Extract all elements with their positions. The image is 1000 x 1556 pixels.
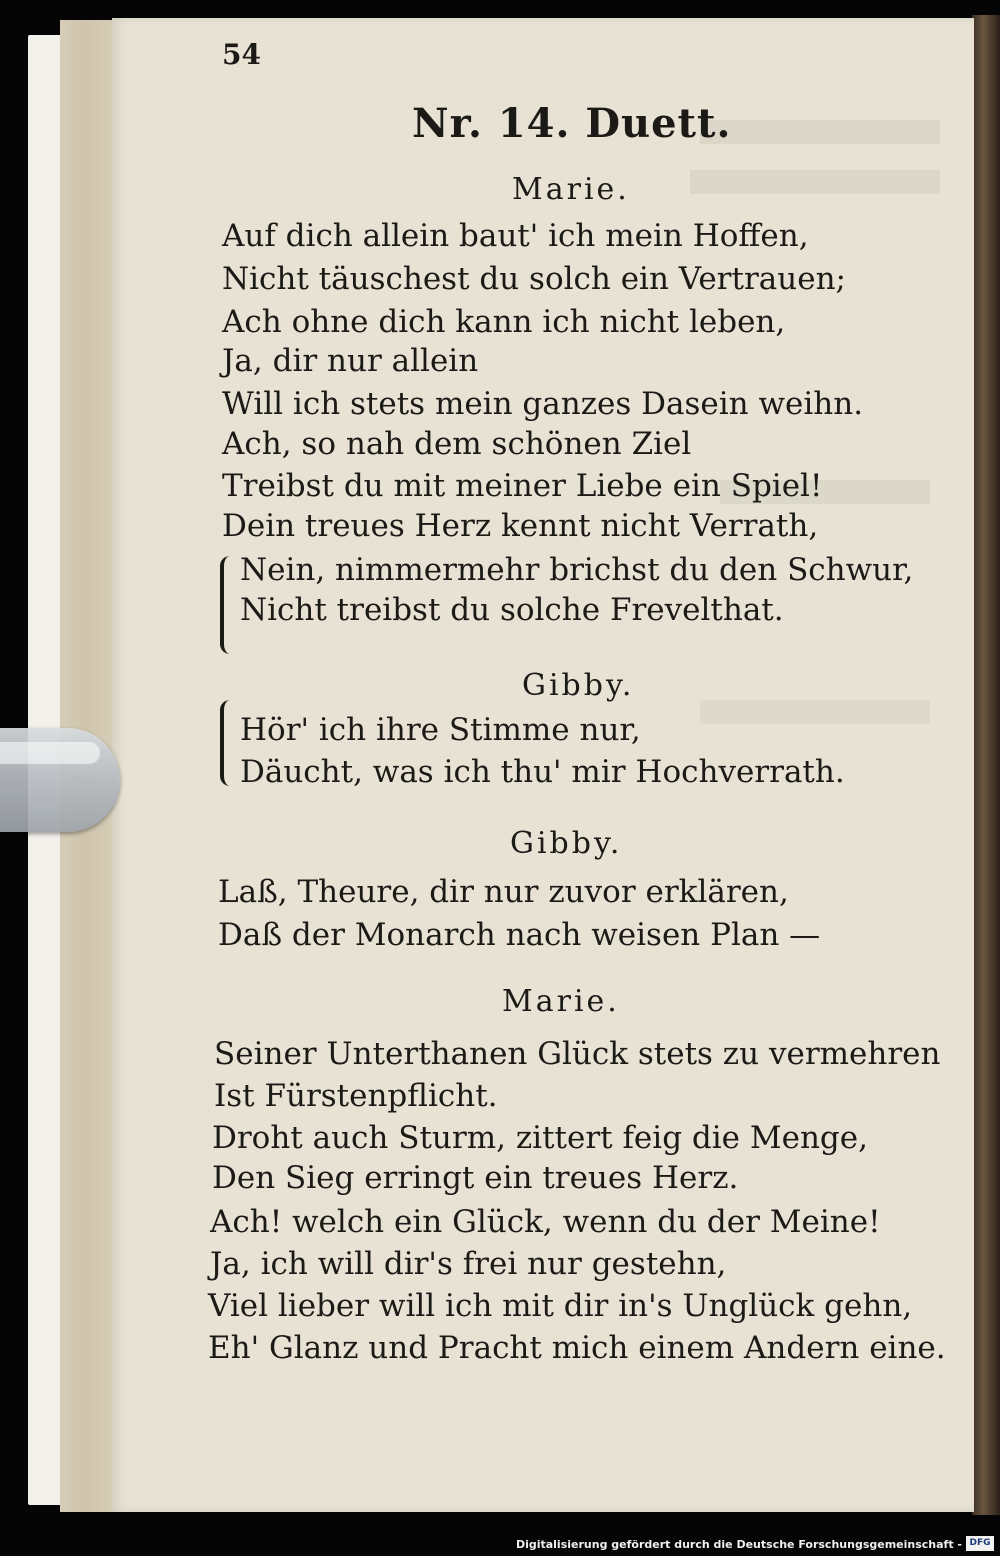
speaker-name: Marie. (502, 984, 620, 1019)
verse-line: Den Sieg erringt ein treues Herz. (212, 1160, 739, 1196)
verse-brace (220, 700, 236, 786)
page-clip-highlight (0, 742, 100, 764)
verse-line: Droht auch Sturm, zittert feig die Menge, (212, 1120, 868, 1156)
verse-line: Nein, nimmermehr brichst du den Schwur, (240, 552, 914, 588)
page-number: 54 (222, 38, 261, 71)
verse-line: Eh' Glanz und Pracht mich einem Andern eine. (208, 1330, 946, 1366)
digitization-note: Digitalisierung gefördert durch die Deutsche Forschungsgemeinschaft - (515, 1538, 962, 1551)
verse-line: Auf dich allein baut' ich mein Hoffen, (222, 218, 809, 254)
verse-line: Dein treues Herz kennt nicht Verrath, (222, 508, 819, 544)
verse-line: Ach ohne dich kann ich nicht leben, (222, 304, 786, 340)
show-through-shadow (700, 700, 930, 724)
verse-line: Ja, ich will dir's frei nur gestehn, (210, 1246, 727, 1282)
verse-line: Treibst du mit meiner Liebe ein Spiel! (222, 468, 823, 504)
verse-line: Will ich stets mein ganzes Dasein weihn. (222, 386, 864, 422)
section-heading: Nr. 14. Duett. (412, 100, 732, 147)
verse-line: Ach, so nah dem schönen Ziel (222, 426, 692, 462)
book-spine (972, 15, 1000, 1515)
verse-line: Ist Fürstenpflicht. (214, 1078, 498, 1114)
verse-brace (220, 556, 236, 654)
speaker-name: Marie. (512, 172, 630, 207)
dfg-logo: DFG (966, 1536, 994, 1551)
speaker-name: Gibby. (510, 826, 623, 861)
show-through-shadow (700, 120, 940, 144)
verse-line: Nicht treibst du solche Frevelthat. (240, 592, 784, 628)
verse-line: Viel lieber will ich mit dir in's Unglück gehn, (208, 1288, 913, 1324)
verse-line: Hör' ich ihre Stimme nur, (240, 712, 641, 748)
verse-line: Seiner Unterthanen Glück stets zu vermehren (214, 1036, 941, 1072)
verse-line: Ja, dir nur allein (222, 343, 479, 379)
verse-line: Däucht, was ich thu' mir Hochverrath. (240, 754, 845, 790)
speaker-name: Gibby. (522, 668, 635, 703)
verse-line: Laß, Theure, dir nur zuvor erklären, (218, 874, 789, 910)
verse-line: Daß der Monarch nach weisen Plan — (218, 917, 821, 953)
verse-line: Nicht täuschest du solch ein Vertrauen; (222, 261, 846, 297)
verse-line: Ach! welch ein Glück, wenn du der Meine! (210, 1204, 881, 1240)
show-through-shadow (690, 170, 940, 194)
